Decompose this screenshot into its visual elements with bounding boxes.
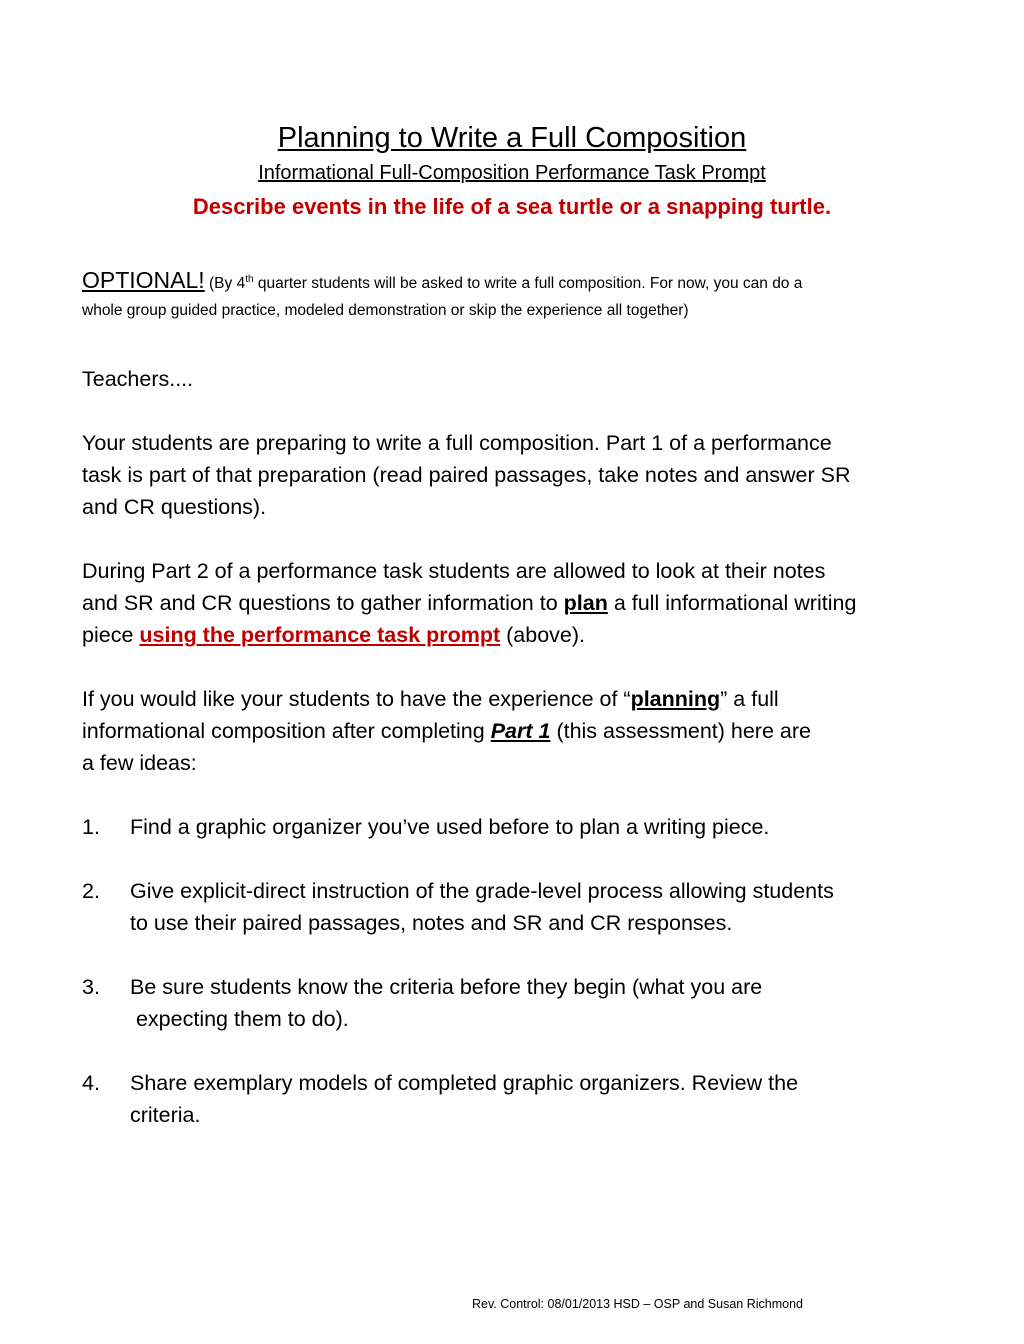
list-item-number: 4. xyxy=(82,1071,100,1095)
page-subtitle: Informational Full-Composition Performance Task Prompt xyxy=(258,162,766,184)
paragraph-3-line-1b: ” a full xyxy=(720,687,779,711)
plan-emphasis: plan xyxy=(563,591,608,615)
optional-note-line2: whole group guided practice, modeled demonstration or skip the experience all together) xyxy=(82,302,689,320)
optional-note-sup: th xyxy=(245,274,254,285)
list-item-line-1: Give explicit-direct instruction of the grade-level process allowing students xyxy=(130,879,834,903)
page-title: Planning to Write a Full Composition xyxy=(277,122,747,154)
paragraph-1-line-3: and CR questions). xyxy=(82,495,267,519)
part-1-emphasis: Part 1 xyxy=(490,719,551,743)
list-item-line-2: to use their paired passages, notes and SR and CR responses. xyxy=(130,911,733,935)
paragraph-3-line-3: a few ideas: xyxy=(82,751,197,775)
list-item-line-1: Be sure students know the criteria before they begin (what you are xyxy=(130,975,763,999)
optional-note-line1: quarter students will be asked to write a full composition. For now, you can do a xyxy=(253,275,803,293)
list-item-text xyxy=(130,875,834,939)
paragraph-2-line-3b: (above). xyxy=(500,623,586,647)
paragraph-2-line-2a: and SR and CR questions to gather information to xyxy=(82,591,564,615)
greeting: Teachers.... xyxy=(82,367,194,391)
list-item-number: 2. xyxy=(82,879,100,903)
task-prompt: Describe events in the life of a sea turtle or a snapping turtle. xyxy=(192,194,832,219)
paragraph-3-line-2b: (this assessment) here are xyxy=(550,719,811,743)
list-item-text xyxy=(130,1067,798,1131)
list-item-line-2: expecting them to do). xyxy=(130,1007,349,1031)
task-prompt-reference: using the performance task prompt xyxy=(139,623,501,647)
paragraph-2-line-2b: a full informational writing xyxy=(607,591,857,615)
list-item-line-2: criteria. xyxy=(130,1103,201,1127)
list-item-number: 3. xyxy=(82,975,100,999)
revision-footer: Rev. Control: 08/01/2013 HSD – OSP and Susan Richmond xyxy=(472,1297,803,1311)
list-item-line-1: Share exemplary models of completed graphic organizers. Review the xyxy=(130,1071,799,1095)
optional-note-open: (By 4 xyxy=(209,275,246,293)
paragraph-2-line-1: During Part 2 of a performance task students are allowed to look at their notes xyxy=(82,559,826,583)
list-item-text: Find a graphic organizer you’ve used before to plan a writing piece. xyxy=(130,815,770,839)
paragraph-1-line-2: task is part of that preparation (read paired passages, take notes and answer SR xyxy=(82,463,851,487)
paragraph-3-line-2a: informational composition after completing xyxy=(82,719,491,743)
paragraph-2-line-3a: piece xyxy=(82,623,140,647)
paragraph-1-line-1: Your students are preparing to write a full composition. Part 1 of a performance xyxy=(82,431,832,455)
paragraph-1 xyxy=(82,427,850,523)
paragraph-3-line-1a: If you would like your students to have the experience of “ xyxy=(82,687,631,711)
optional-note xyxy=(82,266,962,324)
optional-label: OPTIONAL! xyxy=(82,267,205,294)
paragraph-3 xyxy=(82,683,811,779)
list-item-number: 1. xyxy=(82,815,100,839)
list-item-text xyxy=(130,971,762,1035)
planning-emphasis: planning xyxy=(630,687,721,711)
paragraph-2 xyxy=(82,555,856,651)
